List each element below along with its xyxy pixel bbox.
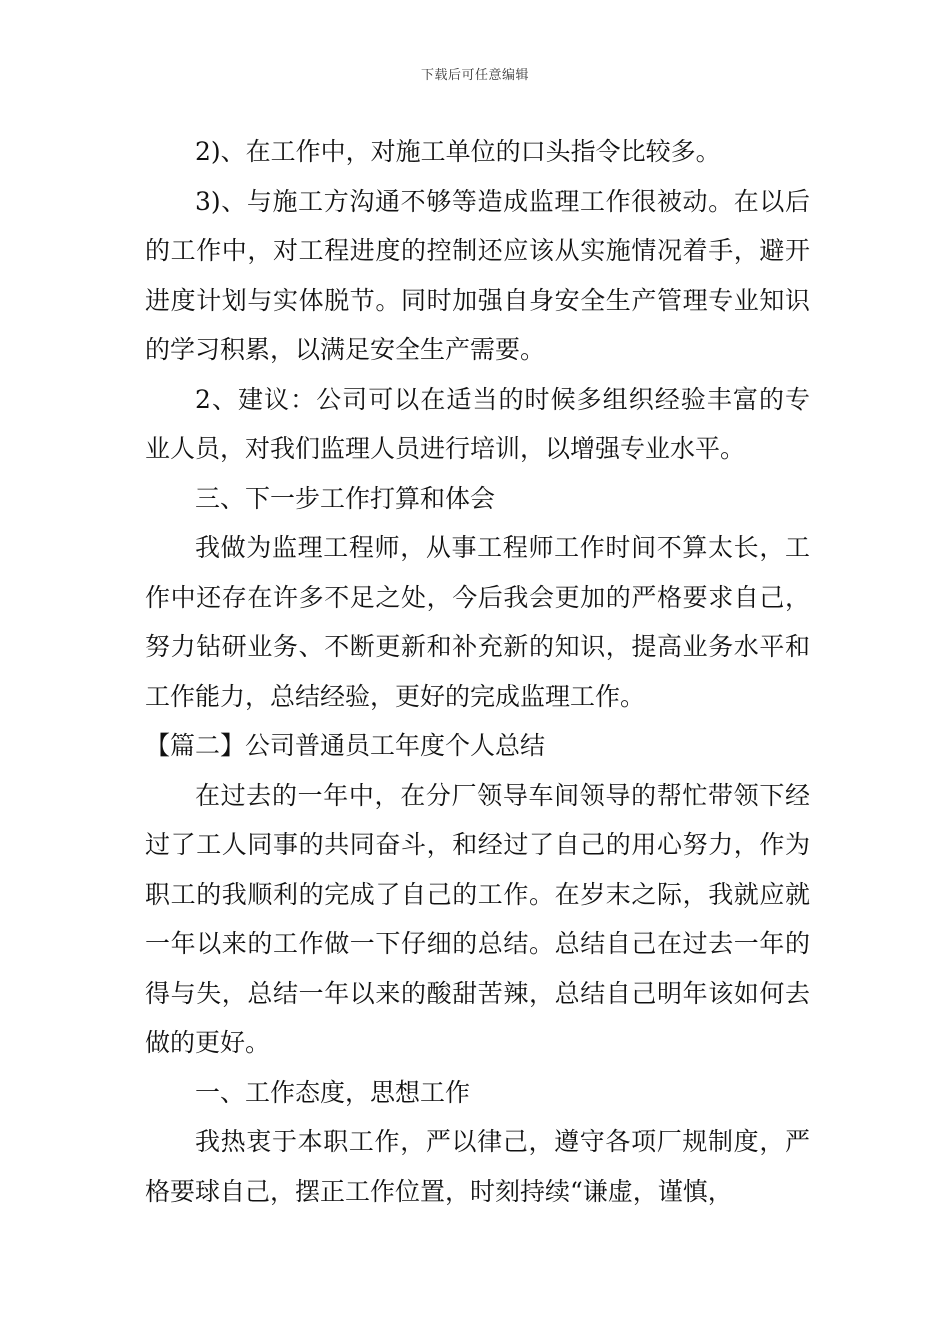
paragraph-1: 2)、在工作中，对施工单位的口头指令比较多。 — [195, 137, 721, 166]
section-heading-3: 三、下一步工作打算和体会 — [195, 483, 496, 513]
paragraph-5: 我做为监理工程师，从事工程师工作时间不算太长，工作中还存在许多不足之处，今后我会更加的严格要求自己，努力钻研业务、不断更新和补充新的知识，提高业务水平和工作能力，总结经验，更好的完成监理工作。 — [145, 533, 810, 711]
paragraph-7: 在过去的一年中，在分厂领导车间领导的帮忙带领下经过了工人同事的共同奋斗，和经过了自己的用心努力，作为职工的我顺利的完成了自己的工作。在岁末之际，我就应就一年以来的工作做一下仔细的总结。总结自己在过去一年的得与失，总结一年以来的酸甜苦辣，总结自己明年该如何去做的更好。 — [145, 780, 810, 1057]
paragraph-2: 3)、与施工方沟通不够等造成监理工作很被动。在以后的工作中，对工程进度的控制还应该从实施情况着手，避开进度计划与实体脱节。同时加强自身安全生产管理专业知识的学习积累，以满足安全生产需要。 — [145, 186, 810, 364]
document-body — [145, 127, 810, 1216]
paragraph-3: 2、建议：公司可以在适当的时候多组织经验丰富的专业人员，对我们监理人员进行培训，以增强专业水平。 — [145, 384, 810, 463]
article-title: 【篇二】公司普通员工年度个人总结 — [145, 731, 546, 760]
section-heading-1: 一、工作态度，思想工作 — [195, 1077, 471, 1107]
page-header: 下载后可任意编辑 — [420, 68, 529, 83]
paragraph-9: 我热衷于本职工作，严以律己，遵守各项厂规制度，严格要球自己，摆正工作位置，时刻持续“谦虚，谨慎， — [145, 1127, 810, 1206]
